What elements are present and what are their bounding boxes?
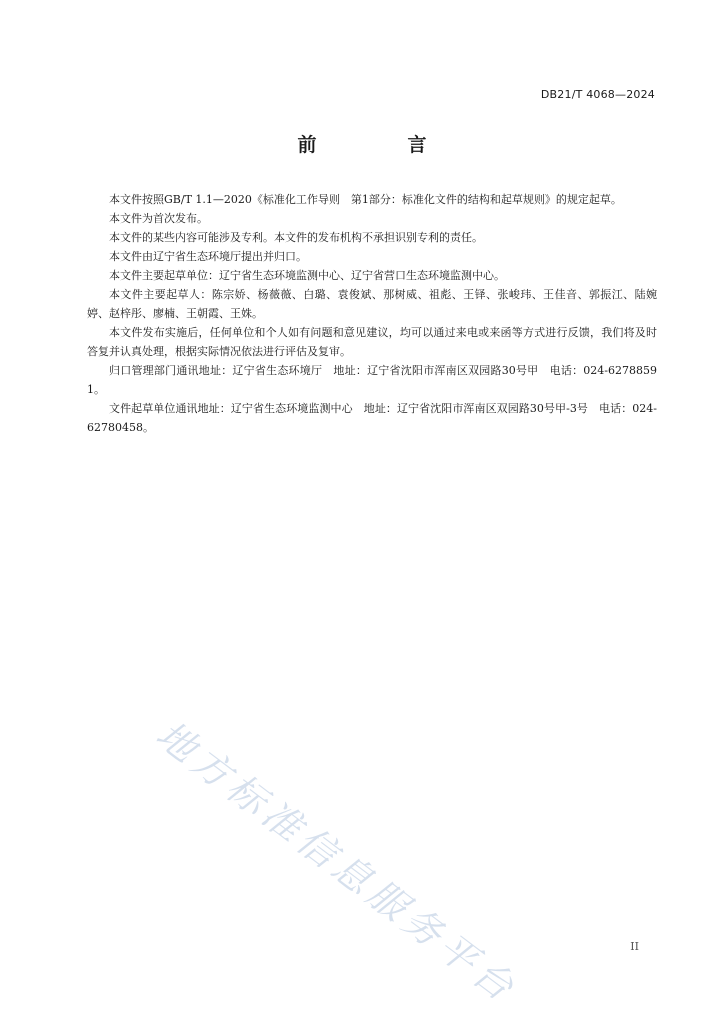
paragraph-feedback: 本文件发布实施后，任何单位和个人如有问题和意见建议，均可以通过来电或来函等方式进行反馈，我们将及时答复并认真处理，根据实际情况依法进行评估及复审。 xyxy=(87,326,657,358)
paragraph-drafter-address: 文件起草单位通讯地址：辽宁省生态环境监测中心 地址：辽宁省沈阳市浑南区双园路30号甲-3号 电话：024-62780458。 xyxy=(87,402,657,434)
page-number: II xyxy=(630,940,639,953)
paragraph-drafters: 本文件主要起草人：陈宗娇、杨薇薇、白璐、袁俊斌、那树威、祖彪、王铎、张峻玮、王佳音、郭振江、陆婉婷、赵梓彤、廖楠、王朝霞、王姝。 xyxy=(87,288,657,320)
standard-code: DB21/T 4068—2024 xyxy=(540,88,655,101)
paragraph-patent-notice: 本文件的某些内容可能涉及专利。本文件的发布机构不承担识别专利的责任。 xyxy=(109,231,483,244)
paragraph-proposer: 本文件由辽宁省生态环境厅提出并归口。 xyxy=(109,250,307,263)
page-title: 前 言 xyxy=(297,134,463,156)
watermark-text: 地方标准信息服务平台 xyxy=(148,712,526,1013)
foreword-body xyxy=(87,190,657,437)
paragraph-drafting-units: 本文件主要起草单位：辽宁省生态环境监测中心、辽宁省营口生态环境监测中心。 xyxy=(109,269,505,282)
paragraph-first-release: 本文件为首次发布。 xyxy=(109,212,208,225)
paragraph-admin-address: 归口管理部门通讯地址：辽宁省生态环境厅 地址：辽宁省沈阳市浑南区双园路30号甲 电话：024-62788591。 xyxy=(87,364,657,396)
paragraph-drafting-rules: 本文件按照GB/T 1.1—2020《标准化工作导则 第1部分：标准化文件的结构和起草规则》的规定起草。 xyxy=(109,193,622,206)
